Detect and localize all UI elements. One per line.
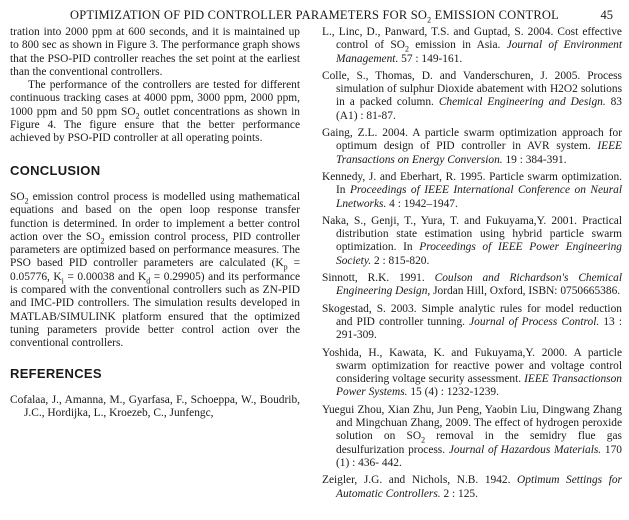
conclusion-heading: CONCLUSION xyxy=(10,162,101,178)
reference-colle xyxy=(322,70,622,123)
reference-text: L., Linc, D., Panward, T.S. and Guptad, S. 2004. Cost effective control of SO xyxy=(322,26,622,52)
conclusion-text: = 0.00038 and K xyxy=(63,270,147,283)
reference-gaing xyxy=(322,127,622,167)
reference-journal: Journal of Environment Management. xyxy=(336,39,623,65)
conclusion-subscript: p xyxy=(283,262,288,272)
reference-text: Skogestad, S. 2003. Simple analytic rules for model reduction and PID controller tunning. xyxy=(322,302,622,328)
running-title-subscript: 2 xyxy=(427,15,432,25)
tracking-text: The performance of the controllers are tested for different continuous tracking cases at 4000 ppm, 3000 ppm, 2000 ppm, 1000 ppm and 50 ppm SO xyxy=(10,79,300,118)
conclusion-subscript: d xyxy=(146,276,151,286)
reference-volume: 83 (A1) : 81-87. xyxy=(336,96,622,122)
reference-journal: Proceedings of IEEE International Conference on Neural Lnetworks. xyxy=(336,184,622,210)
reference-linc xyxy=(322,26,622,66)
reference-text: Colle, S., Thomas, D. and Vanderschuren, J. 2005. Process simulation of sulphur Dioxide abatement with H2O2 solutions in a packed column. xyxy=(322,69,622,109)
tracking-subscript: 2 xyxy=(135,111,140,121)
reference-text: Yuegui Zhou, Xian Zhu, Jun Peng, Yaobin Liu, Dingwang Zhang and Mingchuan Zhang, 2009. The effect of hydrogen peroxide solution on SO xyxy=(322,403,622,443)
running-title: OPTIMIZATION OF PID CONTROLLER PARAMETERS FOR SO xyxy=(69,8,428,22)
tracking-paragraph xyxy=(10,79,300,145)
reference-journal: IEEE Transactions on Energy Conversion. xyxy=(336,140,622,166)
reference-yoshida xyxy=(322,347,622,400)
reference-text: Naka, S., Genji, T., Yura, T. and Fukuyama,Y. 2001. Practical distribution state estimation using hybrid particle swarm optimization. In xyxy=(322,214,622,254)
reference-journal: Journal of Process Control. xyxy=(469,315,600,328)
reference-volume: 19 : 384-391. xyxy=(502,153,567,166)
reference-volume: Jordan Hill, Oxford, ISBN: 0750665386. xyxy=(430,285,621,298)
reference-volume: 15 (4) : 1232-1239. xyxy=(407,386,499,399)
reference-volume: 2 : 815-820. xyxy=(371,254,430,267)
reference-volume: 4 : 1942–1947. xyxy=(386,197,458,210)
reference-kennedy xyxy=(322,171,622,211)
reference-journal: IEEE Transactionson Power Systems. xyxy=(336,373,622,399)
conclusion-text: emission control process, PID controller parameters are optimized based on performance measures. The PSO based PID controller parameters are calculated (K xyxy=(10,230,300,270)
reference-journal: Journal of Hazardous Materials. xyxy=(448,443,602,456)
reference-text: emission in Asia. xyxy=(408,39,507,52)
reference-text: Kennedy, J. and Eberhart, R. 1995. Particle swarm optimization. In xyxy=(322,170,622,197)
reference-volume: 57 : 149-161. xyxy=(398,52,463,65)
conclusion-text: emission control process is modelled using mathematical equations and based on the open loop response transfer function is determined. In order to implement a better control action over the SO xyxy=(10,190,300,243)
conclusion-text: = 0.29905) and its performance is compared with the conventional controllers such as ZN-PID and IMC-PID controllers. The simulation results developed in MATLAB/SIMULINK platform ensured that the optimized tuning parameters provide better control action over the conventional controllers. xyxy=(10,270,300,350)
reference-volume: 2 : 125. xyxy=(440,487,478,500)
reference-journal: Chemical Engineering and Design. xyxy=(438,96,606,109)
conclusion-subscript: 2 xyxy=(100,236,105,246)
reference-text: Sinnott, R.K. 1991. xyxy=(322,272,435,285)
reference-text: Zeigler, J.G. and Nichols, N.B. 1942. xyxy=(322,474,518,487)
reference-sinnott xyxy=(322,272,622,299)
reference-text: removal in the semidry flue gas desulfurization process. xyxy=(336,430,622,456)
conclusion-paragraph xyxy=(10,191,300,351)
page-number: 45 xyxy=(600,8,613,22)
conclusion-subscript: 2 xyxy=(24,196,29,206)
reference-subscript: 2 xyxy=(404,44,409,54)
right-column xyxy=(322,26,622,505)
reference-cofalaa: Cofalaa, J., Amanna, M., Gyarfasa, F., Schoeppa, W., Boudrib, J.C., Hordijka, L., Kroezeb, C., Junfengc, xyxy=(10,393,300,420)
reference-volume: 13 : 291-309. xyxy=(336,315,622,342)
reference-zeigler xyxy=(322,474,622,501)
reference-subscript: 2 xyxy=(421,435,426,445)
reference-yuegui xyxy=(322,404,622,470)
conclusion-text: SO xyxy=(10,190,25,203)
running-head xyxy=(0,8,629,23)
conclusion-subscript: i xyxy=(61,276,64,286)
reference-text: Yoshida, H., Kawata, K. and Fukuyama,Y. 2000. A particle swarm optimization for reactive power and voltage control considering voltage security assessment. xyxy=(322,346,622,386)
reference-journal: Proceedings of IEEE Power Engineering Society. xyxy=(336,241,622,267)
left-column xyxy=(10,26,300,424)
intro-paragraph: tration into 2000 ppm at 600 seconds, and it is maintained up to 800 sec as shown in Figure 3. The performance graph shows that the PSO-PID controller reaches the set point at the earliest than the conventional controllers. xyxy=(10,26,300,78)
conclusion-text: = 0.05776, K xyxy=(10,257,300,283)
reference-skogestad xyxy=(322,303,622,343)
references-heading: REFERENCES xyxy=(10,365,102,381)
running-title-end: EMISSION CONTROL xyxy=(431,8,559,22)
tracking-text-end: outlet concentrations as shown in Figure 4. The figure ensure that the better performance achieved by PSO-PID controller at all operating points. xyxy=(10,105,300,145)
reference-text: Gaing, Z.L. 2004. A particle swarm optimization approach for optimum design of PID controller in AVR system. xyxy=(322,127,622,153)
reference-naka xyxy=(322,215,622,268)
reference-journal: Optimum Settings for Automatic Controllers. xyxy=(336,474,622,500)
reference-journal: Coulson and Richardson's Chemical Engineering Design, xyxy=(336,272,622,298)
reference-volume: 170 (1) : 436- 442. xyxy=(336,443,623,469)
